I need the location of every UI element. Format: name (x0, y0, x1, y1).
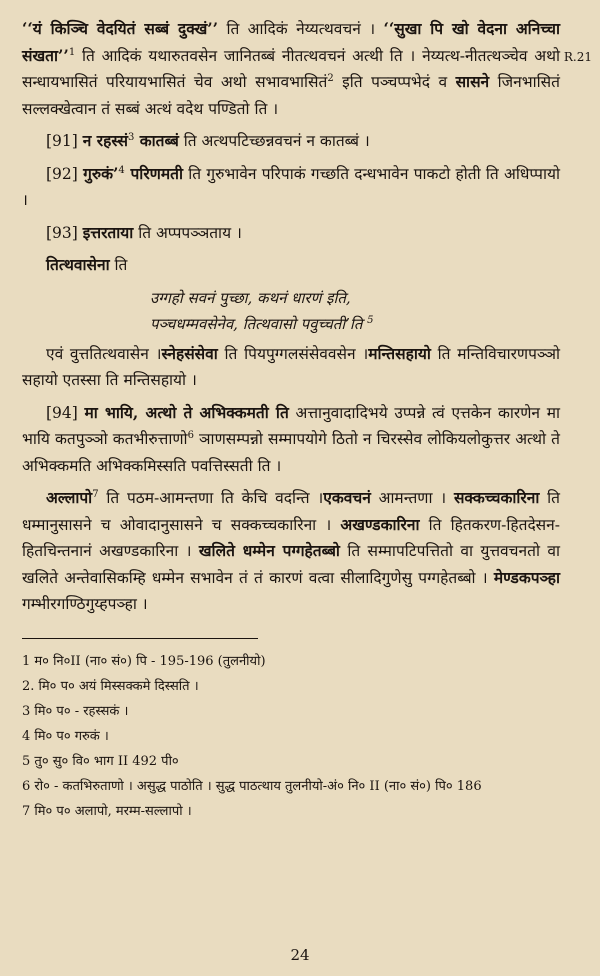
page-number: 24 (290, 946, 310, 964)
footnote: 1 म० नि०II (ना० सं०) पि - 195-196 (तुलनीयो) (22, 653, 266, 669)
text: ति अप्पपञ्ञताय । (133, 223, 242, 242)
footnote-divider (22, 638, 258, 639)
section-number: [93] (46, 223, 83, 242)
bold-term: इत्तरताया (82, 222, 134, 242)
bold-term: गुरुकं’ (83, 163, 119, 183)
verse-line-2-text: पञ्चधम्मवसेनेव, तित्थवासो पवुच्चती’ति (150, 314, 363, 333)
footnote-ref: 2 (327, 72, 334, 84)
bold-term: सासने (455, 72, 490, 91)
bold-term: खलिते धम्मेन पग्गहेतब्बो (198, 541, 340, 560)
bold-term: परिणमती (124, 163, 183, 183)
text: अत्तानुवादादिभये उप्पन्ने त्वं एत्तकेन कारणेन मा भायि कतपुञ्ञो कतभीरुत्ताणो (22, 403, 560, 448)
text: एवं वुत्ततित्थवासेन । (46, 344, 162, 363)
text: आमन्तणा । (370, 489, 447, 507)
paragraph-92 (22, 161, 560, 214)
verse-block (150, 285, 560, 337)
bold-term: एकवचनं (323, 488, 371, 507)
footnote: 2. मि० प० अयं मिस्सक्कमे दिस्सति । (22, 678, 199, 694)
footnote: 4 मि० प० गरुकं । (22, 728, 109, 744)
footnote-ref: 5 (367, 314, 374, 326)
section-number: [94] (46, 403, 85, 422)
paragraph-93 (22, 220, 560, 247)
footnote: 3 मि० प० - रहस्सकं । (22, 703, 129, 719)
paragraph-91 (22, 128, 560, 155)
paragraph-evam (22, 341, 560, 394)
text: इति पञ्चप्पभेदं व (333, 73, 456, 91)
bold-term: मन्तिसहायो (368, 343, 431, 363)
text: ति मन्तिविचारणपञ्ञो सहायो एतस्सा ति मन्तिसहायो । (22, 344, 560, 389)
text: ति हितकरण-हितदेसन-हितचिन्तनानं अखण्डकारिना । (22, 515, 561, 560)
bold-term: स्नेहसंसेवा (161, 343, 218, 363)
section-number: [91] (46, 132, 83, 150)
text: गम्भीरगण्ठिगुय्हपञ्हा । (22, 595, 148, 613)
verse-line-2 (150, 311, 560, 337)
bold-term: अखण्डकारिना (340, 514, 420, 534)
footnote-ref: 6 (187, 429, 194, 441)
bold-term: मेण्डकपञ्हा (493, 567, 560, 587)
bold-term: मा भायि, अत्थो ते अभिक्कमती ति (84, 402, 289, 422)
text: ति सम्मापटिपत्तितो वा युत्तवचनतो वा खलिते अन्तेवासिकम्हि धम्मेन सभावेन तं तं कारणं वत्वा सीलादिगुणेसु पग्गहेतब्बो । (22, 542, 560, 587)
bold-term: कातब्बं (134, 131, 179, 150)
quote-1: ‘‘यं किञ्चि वेदयितं सब्बं दुक्खं’’ (22, 19, 219, 38)
paragraph-intro (22, 16, 560, 122)
text: ति आदिकं नेय्यत्थवचनं । (218, 20, 384, 38)
footnote-ref: 4 (118, 164, 125, 176)
bold-term: अल्लापो (46, 488, 93, 507)
paragraph-titthavasena (22, 252, 560, 279)
bold-term: सक्कच्चकारिना (453, 488, 540, 507)
paragraph-alapo (22, 485, 560, 618)
footnote-ref: 3 (127, 131, 135, 143)
bold-term: न रहस्सं (82, 131, 128, 150)
section-number: [92] (46, 164, 84, 183)
verse-line-1: उग्गहो सवनं पुच्छा, कथनं धारणं इति, (150, 288, 351, 307)
footnote-ref: 1 (68, 46, 76, 58)
footnote: 5 तु० सु० वि० भाग II 492 पी० (22, 753, 179, 769)
quote-2: ‘‘सुखा पि खो वेदना अनिच्चा संखता’’ (22, 19, 560, 65)
text: ति आदिकं यथारुतवसेन जानितब्बं नीतत्थवचनं अत्थी ति । नेय्यत्थ-नीतत्थञ्चेव अथो सन्धायभासितं परियायभासितं चेव अथो सभावभासितं (22, 46, 560, 91)
bold-term: तित्थवासेना (46, 255, 110, 274)
text: ति पियपुग्गलसंसेववसेन । (217, 344, 369, 363)
text: ति गुरुभावेन परिपाकं गच्छति दन्धभावेन पाकटो होती ति अधिप्पायो । (22, 164, 561, 209)
footnote-ref: 7 (92, 488, 99, 500)
footnotes (22, 649, 560, 824)
footnote: 7 मि० प० अलापो, मरम्म-सल्लापो । (22, 803, 192, 819)
paragraph-94 (22, 400, 560, 480)
text: ति पठम-आमन्तणा ति केचि वदन्ति । (98, 489, 324, 507)
text: ति अत्थपटिच्छन्नवचनं न कातब्बं । (178, 132, 370, 150)
footnote: 6 रो० - कतभिरुताणो । असुद्ध पाठोति । सुद्ध पाठत्थाय तुलनीयो-अं० नि० II (ना० सं०) पि० 186 (22, 778, 482, 794)
margin-reference: R.21 (563, 50, 592, 64)
text: जिनभासितं सल्लक्खेत्वान तं सब्बं अत्थं वदेथ पण्डितो ति । (22, 73, 560, 118)
text: ति (109, 256, 128, 274)
text: ञाणसम्पन्नो सम्मापयोगे ठितो न चिरस्सेव लोकियलोकुत्तर अत्थो ते अभिक्कमति अभिक्कमिस्सति पवत्तिस्सती ति । (22, 430, 561, 475)
text: ति धम्मानुसासने च ओवादानुसासने च सक्कच्चकारिना । (22, 489, 560, 534)
